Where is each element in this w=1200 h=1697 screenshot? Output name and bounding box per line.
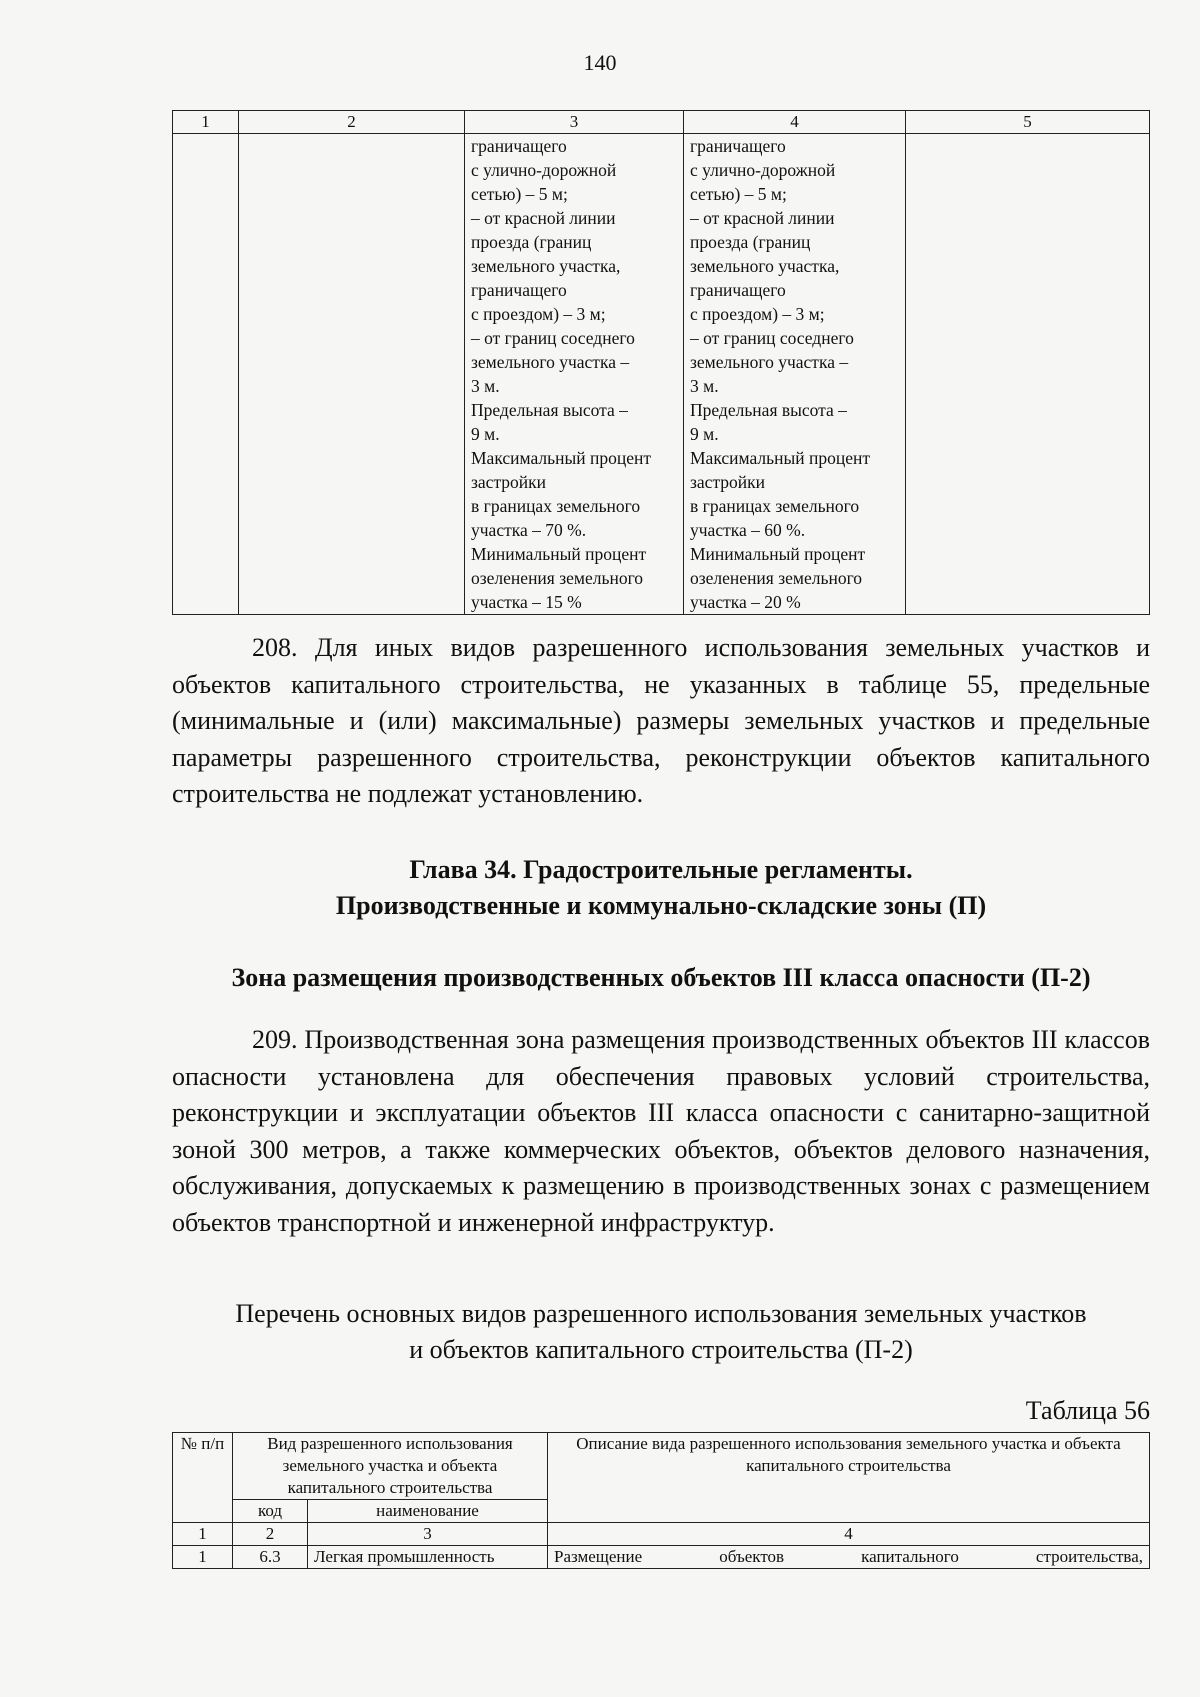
column-number: 4 [548,1523,1150,1546]
cell-line: в границах земельного [471,496,641,516]
cell-line: с проездом) – 3 м; [471,304,606,324]
table-cell-empty [173,134,239,615]
column-number: 5 [906,111,1150,134]
row-name: Легкая промышленность [308,1546,548,1569]
chapter-heading-line2: Производственные и коммунально-складские зоны (П) [335,891,987,920]
table-cell-empty [239,134,465,615]
cell-line: 9 м. [471,424,500,444]
list-title-line2: и объектов капитального строительства (П-2) [409,1335,913,1364]
header-use-kind: Вид разрешенного использования земельного участка и объекта капитального строительства [233,1433,548,1500]
column-number: 2 [233,1523,308,1546]
cell-line: земельного участка, [690,256,840,276]
cell-line: проезда (границ [471,232,592,252]
cell-line: Минимальный процент [471,544,647,564]
cell-line: проезда (границ [690,232,811,252]
cell-line: застройки [471,472,547,492]
cell-line: 3 м. [690,376,719,396]
cell-line: участка – 15 % [471,592,582,612]
cell-line: участка – 70 %. [471,520,587,540]
zone-heading: Зона размещения производственных объектов III класса опасности (П-2) [231,963,1091,992]
cell-line: 3 м. [471,376,500,396]
table-caption: Таблица 56 [1025,1396,1150,1425]
description-word: строительства, [1035,1547,1143,1566]
cell-line: земельного участка – [471,352,630,372]
cell-line: граничащего [471,280,567,300]
column-number: 1 [173,111,239,134]
header-name: наименование [308,1500,548,1523]
cell-line: Предельная высота – [690,400,847,420]
table-header-row [173,111,1150,134]
paragraph-208: 208. Для иных видов разрешенного использования земельных участков и объектов капитального строительства, не указанных в таблице 55, предельные (минимальные и (или) максимальные) размеры земельных участков и предельные параметры разрешенного строительства, реконструкции объектов капитального строительства не подлежат установлению. [172,633,1150,808]
page-number: 140 [583,50,617,75]
header-description: Описание вида разрешенного использования земельного участка и объекта капитального строительства [548,1433,1150,1523]
uses-table [172,1432,1150,1569]
cell-line: сетью) – 5 м; [690,184,787,204]
table-cell-empty [906,134,1150,615]
table-header-row [173,1433,1150,1500]
cell-line: озеленения земельного [471,568,644,588]
description-word: объектов [719,1547,785,1566]
column-number: 3 [308,1523,548,1546]
table-row [173,1546,1150,1569]
paragraph-209: 209. Производственная зона размещения производственных объектов III классов опасности установлена для обеспечения правовых условий строительства, реконструкции и эксплуатации объектов III класса опасности с санитарно-защитной зоной 300 метров, а также коммерческих объектов, объектов делового назначения, обслуживания, допускаемых к размещению в производственных зонах с размещением объектов транспортной и инженерной инфраструктур. [172,1025,1150,1237]
cell-line: сетью) – 5 м; [471,184,568,204]
row-code: 6.3 [233,1546,308,1569]
cell-line: земельного участка – [690,352,849,372]
list-title-line1: Перечень основных видов разрешенного использования земельных участков [235,1299,1087,1328]
cell-line: участка – 20 % [690,592,801,612]
cell-line: граничащего [690,280,786,300]
cell-line: участка – 60 %. [690,520,806,540]
cell-line: Предельная высота – [471,400,628,420]
cell-line: – от границ соседнего [690,328,854,348]
cell-line: с улично-дорожной [690,160,836,180]
column-number: 4 [684,111,906,134]
column-number: 1 [173,1523,233,1546]
table-row [173,134,1150,615]
column-number: 2 [239,111,465,134]
cell-line: – от красной линии [690,208,835,228]
cell-line: – от границ соседнего [471,328,635,348]
table-cell-parameters-col4 [684,134,906,615]
table-column-numbers-row [173,1523,1150,1546]
header-number: № п/п [173,1433,233,1523]
cell-line: в границах земельного [690,496,860,516]
continuation-table [172,110,1150,615]
cell-line: земельного участка, [471,256,621,276]
row-number: 1 [173,1546,233,1569]
description-word: капитального [861,1547,959,1566]
cell-line: застройки [690,472,766,492]
column-number: 3 [465,111,684,134]
cell-line: с улично-дорожной [471,160,617,180]
chapter-heading-line1: Глава 34. Градостроительные регламенты. [409,855,913,884]
description-word: Размещение [554,1547,643,1566]
cell-line: граничащего [471,136,567,156]
cell-line: Минимальный процент [690,544,866,564]
cell-line: с проездом) – 3 м; [690,304,825,324]
cell-line: 9 м. [690,424,719,444]
cell-line: граничащего [690,136,786,156]
row-description [548,1546,1150,1569]
cell-line: Максимальный процент [471,448,651,468]
header-code: код [233,1500,308,1523]
table-cell-parameters-col3 [465,134,684,615]
cell-line: – от красной линии [471,208,616,228]
cell-line: Максимальный процент [690,448,870,468]
cell-line: озеленения земельного [690,568,863,588]
